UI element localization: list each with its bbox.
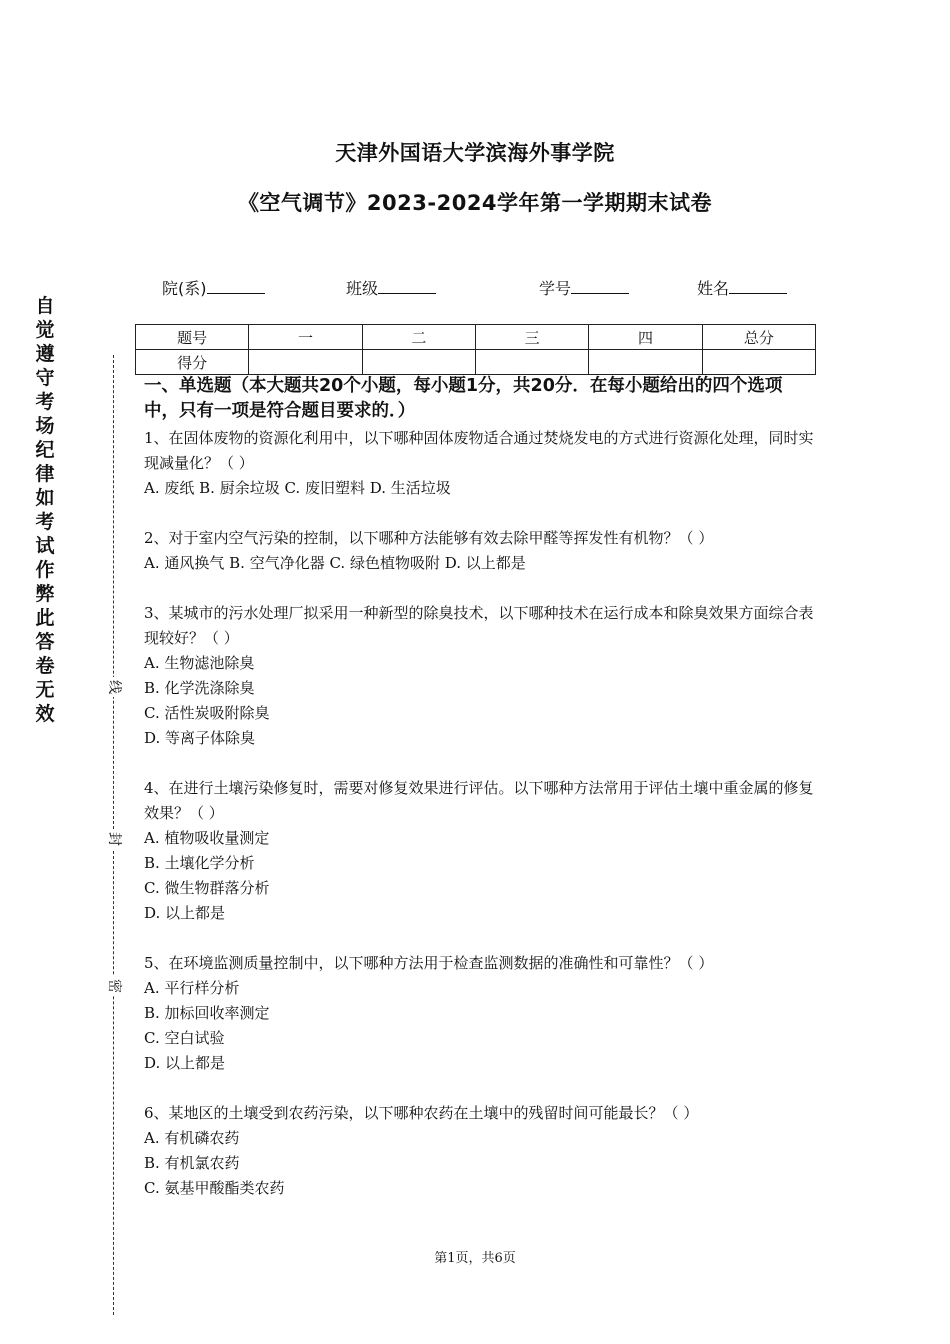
- question-stem: 4、在进行土壤污染修复时，需要对修复效果进行评估。以下哪种方法常用于评估土壤中重金属的修复效果？（ ）: [144, 779, 814, 822]
- question-4: [144, 776, 816, 926]
- question-options: A. 通风换气 B. 空气净化器 C. 绿色植物吸附 D. 以上都是: [144, 554, 526, 572]
- option-d: D. 等离子体除臭: [144, 729, 256, 747]
- exam-discipline-notice: 自觉遵守考场纪律如考试作弊此答卷无效: [35, 295, 55, 725]
- option-a: A. 植物吸收量测定: [144, 829, 270, 847]
- class-label: 班级: [346, 279, 379, 298]
- option-a: A. 生物滤池除臭: [144, 654, 255, 672]
- score-table-cell: 三: [475, 325, 588, 350]
- option-b: B. 加标回收率测定: [144, 1004, 270, 1022]
- score-blank-cell: [589, 350, 702, 375]
- score-blank-cell: [249, 350, 362, 375]
- option-a: A. 有机磷农药: [144, 1129, 240, 1147]
- question-5: [144, 951, 816, 1076]
- name-field: [697, 276, 787, 299]
- score-table-cell: 题号: [136, 325, 249, 350]
- score-blank-cell: [362, 350, 475, 375]
- score-table-header-row: [136, 325, 816, 350]
- department-label: 院(系): [162, 279, 207, 298]
- name-label: 姓名: [697, 279, 730, 298]
- binding-mark-dense: 密: [105, 976, 123, 996]
- question-3: [144, 601, 816, 751]
- option-c: C. 活性炭吸附除臭: [144, 704, 270, 722]
- option-c: C. 微生物群落分析: [144, 879, 270, 897]
- student-id-label: 学号: [539, 279, 572, 298]
- option-b: B. 土壤化学分析: [144, 854, 255, 872]
- class-field: [346, 276, 436, 299]
- score-table-cell: 得分: [136, 350, 249, 375]
- school-title: 天津外国语大学滨海外事学院: [335, 141, 615, 165]
- score-table-score-row: [136, 350, 816, 375]
- option-d: D. 以上都是: [144, 904, 226, 922]
- question-stem: 1、在固体废物的资源化利用中，以下哪种固体废物适合通过焚烧发电的方式进行资源化处理，同时实现减量化？（ ）: [144, 429, 814, 472]
- score-table-cell: 一: [249, 325, 362, 350]
- option-c: C. 空白试验: [144, 1029, 225, 1047]
- score-table: [135, 324, 816, 375]
- department-field: [162, 276, 265, 299]
- question-2: [144, 526, 816, 576]
- score-blank-cell: [475, 350, 588, 375]
- option-a: A. 平行样分析: [144, 979, 240, 997]
- exam-title: 《空气调节》2023-2024学年第一学期期末试卷: [237, 191, 713, 215]
- option-b: B. 有机氯农药: [144, 1154, 240, 1172]
- question-stem: 3、某城市的污水处理厂拟采用一种新型的除臭技术，以下哪种技术在运行成本和除臭效果方面综合表现较好？（ ）: [144, 604, 814, 647]
- binding-mark-line: 线: [105, 677, 123, 697]
- section-heading: 一、单选题（本大题共20个小题，每小题1分，共20分．在每小题给出的四个选项中，只有一项是符合题目要求的．）: [144, 376, 783, 421]
- question-1: [144, 426, 816, 501]
- page-number: 第1页，共6页: [434, 1251, 516, 1266]
- score-table-cell: 总分: [702, 325, 815, 350]
- score-table-cell: 四: [589, 325, 702, 350]
- score-blank-cell: [702, 350, 815, 375]
- option-b: B. 化学洗涤除臭: [144, 679, 255, 697]
- question-stem: 5、在环境监测质量控制中，以下哪种方法用于检查监测数据的准确性和可靠性？（ ）: [144, 954, 714, 972]
- question-6: [144, 1101, 816, 1201]
- question-options: A. 废纸 B. 厨余垃圾 C. 废旧塑料 D. 生活垃圾: [144, 479, 451, 497]
- student-id-field: [539, 276, 629, 299]
- binding-mark-seal: 封: [105, 829, 123, 849]
- exam-content: [144, 374, 816, 1226]
- option-c: C. 氨基甲酸酯类农药: [144, 1179, 285, 1197]
- question-stem: 2、对于室内空气污染的控制，以下哪种方法能够有效去除甲醛等挥发性有机物？（ ）: [144, 529, 714, 547]
- option-d: D. 以上都是: [144, 1054, 226, 1072]
- score-table-cell: 二: [362, 325, 475, 350]
- question-stem: 6、某地区的土壤受到农药污染，以下哪种农药在土壤中的残留时间可能最长？（ ）: [144, 1104, 699, 1122]
